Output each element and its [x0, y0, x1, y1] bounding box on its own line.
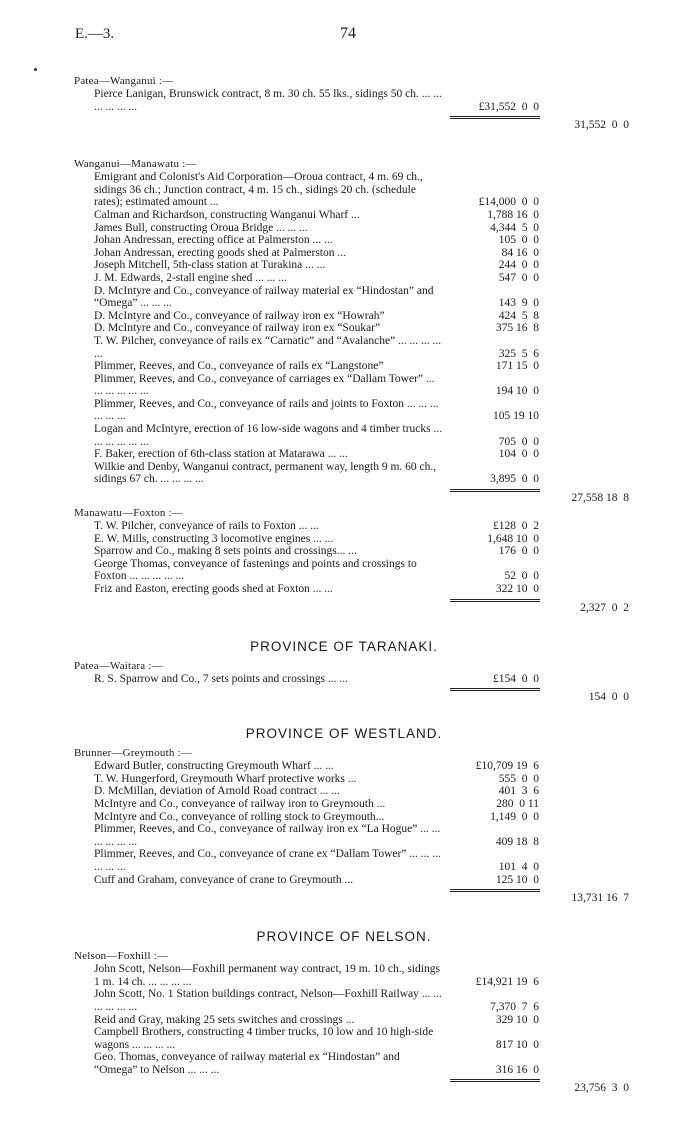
ledger-row — [74, 963, 634, 988]
ledger-row — [74, 558, 634, 583]
item-description: Plimmer, Reeves, and Co., conveyance of rails ex “Langstone” — [94, 360, 384, 373]
ledger-row — [74, 88, 634, 113]
item-amount: £31,552 0 0 — [478, 100, 539, 113]
item-amount: 143 9 0 — [498, 297, 539, 310]
line-heading: Patea—Waitara :— — [74, 659, 163, 672]
ledger-row — [74, 785, 634, 798]
province-heading: PROVINCE OF TARANAKI. — [250, 638, 438, 654]
ledger-row — [74, 533, 634, 546]
item-description: T. W. Hungerford, Greymouth Wharf protective works ... — [94, 772, 357, 785]
ledger-row — [74, 423, 634, 448]
ledger-row — [74, 988, 634, 1013]
item-amount: 1,648 10 0 — [487, 532, 539, 545]
item-amount: £14,921 19 6 — [475, 975, 539, 988]
line-heading: Brunner—Greymouth :— — [74, 747, 192, 760]
document-reference: E.—3. — [75, 26, 115, 42]
item-description: Wilkie and Denby, Wanganui contract, permanent way, length 9 m. 60 ch., sidings 67 ch. ... ... ... ... — [94, 460, 437, 486]
ledger-row — [74, 798, 634, 811]
item-amount: 244 0 0 — [498, 259, 539, 272]
ledger-row — [74, 171, 634, 209]
ledger-row — [74, 773, 634, 786]
ledger-row — [74, 322, 634, 335]
item-description: Sparrow and Co., making 8 sets points and crossings... ... — [94, 545, 357, 558]
ledger-row — [74, 209, 634, 222]
item-description: James Bull, constructing Oroua Bridge ... ... ... — [94, 221, 308, 234]
ledger-row — [74, 848, 634, 873]
item-description: McIntyre and Co., conveyance of rolling stock to Greymouth... — [94, 810, 385, 823]
ledger-row — [74, 272, 634, 285]
item-description: J. M. Edwards, 2-stall engine shed ... ... ... — [94, 271, 287, 284]
item-amount: £14,000 0 0 — [478, 196, 539, 209]
item-amount: 194 10 0 — [495, 385, 539, 398]
item-description: Johan Andressan, erecting goods shed at Palmerston ... — [94, 246, 346, 259]
item-amount: 329 10 0 — [495, 1013, 539, 1026]
item-description: Pierce Lanigan, Brunswick contract, 8 m. 30 ch. 55 lks., sidings 50 ch. ... ... ... ... ... ... — [94, 88, 442, 113]
item-amount: £10,709 19 6 — [475, 760, 539, 773]
ledger-row — [74, 545, 634, 558]
section-total: 154 0 0 — [588, 691, 629, 704]
ledger-row — [74, 360, 634, 373]
item-amount: 316 16 0 — [495, 1063, 539, 1076]
item-amount: £154 0 0 — [493, 672, 539, 685]
item-description: Logan and McIntyre, erection of 16 low-side wagons and 4 timber trucks ... ... ... ... ... ... — [94, 423, 443, 448]
ledger-row — [74, 398, 634, 423]
item-amount: 104 0 0 — [498, 448, 539, 461]
item-description: Emigrant and Colonist's Aid Corporation—Oroua contract, 4 m. 69 ch., sidings 36 ch.; Junction contract, 4 m. 15 ch., sidings 20 ch. (schedule rates); estimated amount ... — [94, 171, 423, 209]
item-amount: 7,370 7 6 — [490, 1000, 539, 1013]
ledger-row — [74, 583, 634, 596]
item-description: Cuff and Graham, conveyance of crane to Greymouth ... — [94, 873, 354, 886]
item-amount: 322 10 0 — [495, 583, 539, 595]
item-amount: 547 0 0 — [498, 271, 539, 284]
item-description: Reid and Gray, making 25 sets switches and crossings ... — [94, 1013, 355, 1026]
ledger-row — [74, 673, 634, 686]
ledger-row — [74, 520, 634, 533]
ledger-row — [74, 373, 634, 398]
item-amount: 176 0 0 — [498, 545, 539, 558]
section-total: 31,552 0 0 — [574, 119, 629, 132]
province-heading: PROVINCE OF WESTLAND. — [245, 726, 443, 742]
item-amount: 125 10 0 — [495, 873, 539, 886]
ledger-row — [74, 1026, 634, 1051]
section-total: 2,327 0 2 — [580, 601, 629, 614]
item-description: George Thomas, conveyance of fastenings and points and crossings to Foxton ... ... ... ... ... — [94, 557, 417, 583]
item-description: E. W. Mills, constructing 3 locomotive engines ... ... — [94, 532, 334, 545]
ledger-row — [74, 461, 634, 486]
section-nelson-foxhill — [74, 929, 634, 1095]
item-description: D. McMillan, deviation of Arnold Road contract ... ... — [94, 785, 340, 798]
item-amount: 555 0 0 — [498, 772, 539, 785]
item-description: D. McIntyre and Co., conveyance of railway iron ex “Soukar” — [94, 322, 381, 335]
item-description: T. W. Pilcher, conveyance of rails ex “Carnatic” and “Avalanche” ... ... ... ... ... — [94, 334, 442, 360]
item-amount: 171 15 0 — [495, 360, 539, 373]
item-amount: 424 5 8 — [498, 309, 539, 322]
section-total: 27,558 18 8 — [571, 492, 629, 505]
item-description: Joseph Mitchell, 5th-class station at Turakina ... ... — [94, 259, 326, 272]
item-amount: 705 0 0 — [498, 435, 539, 448]
ledger-row — [74, 259, 634, 272]
section-total: 23,756 3 0 — [574, 1082, 629, 1095]
item-description: D. McIntyre and Co., conveyance of railway material ex “Hindostan” and “Omega” ... ... ... — [94, 284, 434, 310]
item-amount: 105 19 10 — [493, 410, 539, 423]
item-description: F. Baker, erection of 6th-class station at Matarawa ... ... — [94, 448, 348, 461]
item-description: R. S. Sparrow and Co., 7 sets points and crossings ... ... — [94, 672, 348, 685]
section-patea-waitara — [74, 639, 634, 705]
section-manawatu-foxton — [74, 507, 634, 615]
ledger-row — [74, 823, 634, 848]
item-amount: 280 0 11 — [496, 797, 539, 810]
ledger-row — [74, 760, 634, 773]
item-amount: 817 10 0 — [495, 1038, 539, 1051]
item-amount: 401 3 6 — [498, 785, 539, 798]
item-description: T. W. Pilcher, conveyance of rails to Foxton ... ... — [94, 520, 319, 533]
line-heading: Wanganui—Manawatu :— — [74, 158, 197, 171]
section-brunner-greymouth — [74, 726, 634, 905]
ledger-row — [74, 310, 634, 323]
section-patea-wanganui — [74, 75, 634, 132]
item-amount: 1,788 16 0 — [487, 208, 539, 221]
ledger-content — [74, 75, 634, 1095]
item-description: Geo. Thomas, conveyance of railway material ex “Hindostan” and “Omega” to Nelson ... ... ... — [94, 1051, 400, 1076]
item-description: McIntyre and Co., conveyance of railway iron to Greymouth ... — [94, 797, 386, 810]
item-amount: 105 0 0 — [498, 234, 539, 247]
ledger-row — [74, 234, 634, 247]
item-amount: 1,149 0 0 — [490, 810, 539, 823]
item-amount: 375 16 8 — [495, 322, 539, 335]
province-heading: PROVINCE OF NELSON. — [256, 929, 432, 945]
ledger-row — [74, 1014, 634, 1027]
item-amount: 52 0 0 — [504, 570, 539, 583]
ledger-row — [74, 811, 634, 824]
item-description: Friz and Easton, erecting goods shed at Foxton ... ... — [94, 583, 333, 595]
ledger-row — [74, 448, 634, 461]
item-amount: 101 4 0 — [498, 860, 539, 873]
item-description: Calman and Richardson, constructing Wanganui Wharf ... — [94, 208, 360, 221]
item-amount: 325 5 6 — [498, 347, 539, 360]
item-description: Plimmer, Reeves, and Co., conveyance of carriages ex “Dallam Tower” ... ... ... ... ... ... — [94, 372, 435, 398]
item-amount: 3,895 0 0 — [490, 473, 539, 486]
section-total: 13,731 16 7 — [571, 892, 629, 905]
line-heading: Manawatu—Foxton :— — [74, 507, 184, 520]
ledger-row — [74, 335, 634, 360]
item-description: John Scott, No. 1 Station buildings contract, Nelson—Foxhill Railway ... ... ... ... ... ... — [94, 988, 442, 1013]
section-wanganui-manawatu — [74, 158, 634, 505]
item-description: Plimmer, Reeves, and Co., conveyance of crane ex “Dallam Tower” ... ... ... ... ... ... — [94, 848, 441, 873]
item-description: Campbell Brothers, constructing 4 timber trucks, 10 low and 10 high-side wagons ... ... ... ... — [94, 1026, 434, 1051]
line-heading: Nelson—Foxhill :— — [74, 950, 169, 963]
ledger-row — [74, 247, 634, 260]
item-description: Plimmer, Reeves, and Co., conveyance of rails and joints to Foxton ... ... ... ... ... ... — [94, 397, 439, 423]
item-amount: 409 18 8 — [495, 835, 539, 848]
item-description: Plimmer, Reeves, and Co., conveyance of railway iron ex “La Hogue” ... ... ... ... ... ... — [94, 823, 441, 848]
item-amount: 84 16 0 — [501, 246, 539, 259]
item-description: Johan Andressan, erecting office at Palmerston ... ... — [94, 234, 333, 247]
page-number: 74 — [340, 25, 356, 42]
item-amount: £128 0 2 — [493, 520, 539, 533]
ledger-row — [74, 874, 634, 887]
ledger-row — [74, 1051, 634, 1076]
ledger-row — [74, 285, 634, 310]
item-description: Edward Butler, constructing Greymouth Wharf ... ... — [94, 760, 334, 773]
item-amount: 4,344 5 0 — [490, 221, 539, 234]
margin-mark — [34, 68, 37, 71]
line-heading: Patea—Wanganui :— — [74, 75, 174, 87]
item-description: D. McIntyre and Co., conveyance of railway iron ex “Howrah” — [94, 309, 385, 322]
ledger-row — [74, 222, 634, 235]
item-description: John Scott, Nelson—Foxhill permanent way contract, 19 m. 10 ch., sidings 1 m. 14 ch. ... ... ... ... — [94, 963, 440, 988]
